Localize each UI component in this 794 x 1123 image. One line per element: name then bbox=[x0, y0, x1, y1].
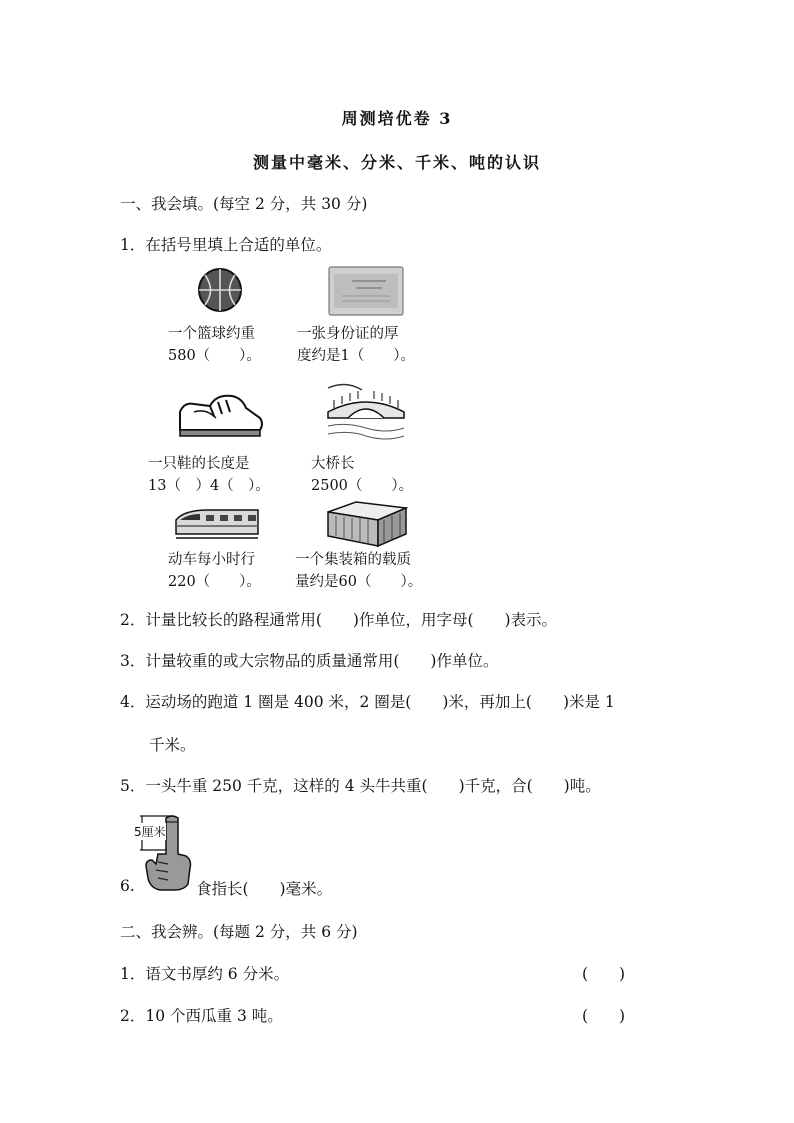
judge-item-1-text: 1．语文书厚约 6 分米。 bbox=[120, 965, 290, 983]
item-container-line1: 一个集装箱的载质 bbox=[295, 552, 411, 568]
item-train-line1: 动车每小时行 bbox=[168, 552, 255, 568]
question-3-text: 3．计量较重的或大宗物品的质量通常用( )作单位。 bbox=[120, 652, 499, 670]
question-6-number: 6. bbox=[120, 877, 135, 895]
item-basketball-line2: 580（ ）。 bbox=[168, 348, 261, 364]
item-container-line2: 量约是60（ ）。 bbox=[295, 574, 423, 590]
bridge-icon bbox=[326, 378, 406, 444]
finger-length-label: 5厘米 bbox=[134, 825, 166, 839]
judge-item-2-text: 2．10 个西瓜重 3 吨。 bbox=[120, 1007, 283, 1025]
judge-item-1-answer[interactable]: ( ) bbox=[582, 965, 626, 983]
judge-item-2-answer[interactable]: ( ) bbox=[582, 1007, 626, 1025]
basketball-icon bbox=[196, 266, 244, 314]
item-bridge-line1: 大桥长 bbox=[311, 456, 355, 472]
question-2-text: 2．计量比较长的路程通常用( )作单位，用字母( )表示。 bbox=[120, 611, 558, 629]
id-card-icon bbox=[328, 266, 404, 316]
page-subtitle: 测量中毫米、分米、千米、吨的认识 bbox=[252, 153, 541, 172]
item-bridge-line2: 2500（ ）。 bbox=[311, 478, 414, 494]
item-basketball-line1: 一个篮球约重 bbox=[168, 326, 255, 342]
question-1-text: 1．在括号里填上合适的单位。 bbox=[120, 236, 332, 254]
container-icon bbox=[326, 498, 408, 548]
item-shoe-line1: 一只鞋的长度是 bbox=[148, 456, 250, 472]
question-5-text: 5．一头牛重 250 千克，这样的 4 头牛共重( )千克，合( )吨。 bbox=[120, 777, 601, 795]
question-6-text: 食指长( )毫米。 bbox=[196, 880, 333, 898]
item-idcard-line2: 度约是1（ ）。 bbox=[297, 348, 415, 364]
section-heading-fill: 一、我会填。(每空 2 分，共 30 分) bbox=[120, 195, 368, 213]
question-4-continuation: 千米。 bbox=[149, 736, 196, 754]
question-4-text: 4．运动场的跑道 1 圈是 400 米，2 圈是( )米，再加上( )米是 1 bbox=[120, 693, 615, 711]
section-heading-judge: 二、我会辨。(每题 2 分，共 6 分) bbox=[120, 923, 358, 941]
train-icon bbox=[174, 506, 260, 542]
shoe-icon bbox=[176, 388, 264, 440]
page-title: 周测培优卷 3 bbox=[341, 109, 453, 128]
item-shoe-line2: 13（ ）4（ ）。 bbox=[148, 478, 270, 494]
item-idcard-line1: 一张身份证的厚 bbox=[297, 326, 399, 342]
item-train-line2: 220（ ）。 bbox=[168, 574, 261, 590]
